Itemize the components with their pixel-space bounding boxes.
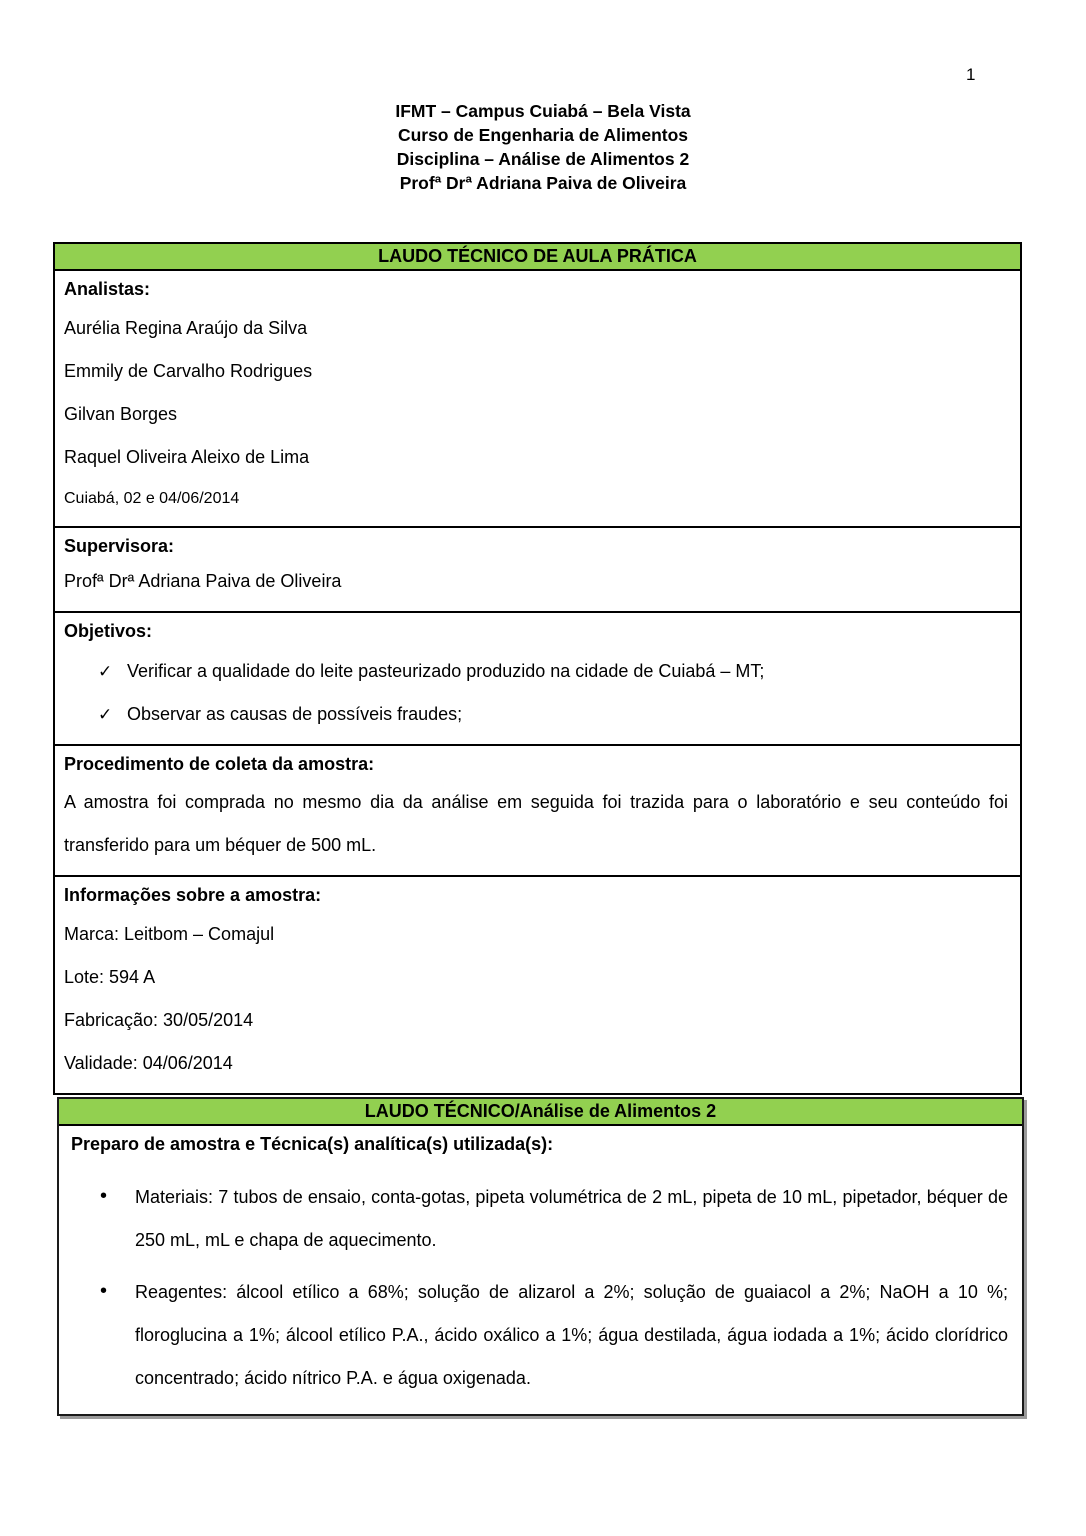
analyst-name: Raquel Oliveira Aleixo de Lima [64,447,310,467]
objectives-list [64,650,1008,736]
collection-body: A amostra foi comprada no mesmo dia da análise em seguida foi trazida para o laboratório e seu conteúdo foi transferido para um béquer de 500 mL. [64,792,1008,855]
section-supervisor [55,526,1020,611]
analyst-name: Gilvan Borges [64,404,178,424]
analysts-heading: Analistas: [64,279,151,299]
section-analysts [55,271,1020,526]
section-sample-info [55,875,1020,1093]
section-objectives [55,611,1020,744]
preparation-list [71,1176,1008,1400]
supervisor-heading: Supervisora: [64,536,175,556]
bullet-icon: • [100,1280,108,1302]
report-table-1 [53,242,1022,1095]
materials-text: Materiais: 7 tubos de ensaio, conta-gotas, pipeta volumétrica de 2 mL, pipeta de 10 mL, pipetador, béquer de 250 mL, mL e chapa de aquecimento. [135,1187,1008,1250]
sample-info-lot: Lote: 594 A [64,967,156,987]
objective-text: Observar as causas de possíveis fraudes; [127,704,463,724]
objectives-heading: Objetivos: [64,621,153,641]
materials-item [71,1176,1008,1262]
objective-item [64,650,1008,693]
section-preparation [59,1126,1022,1414]
report2-title-bar: LAUDO TÉCNICO/Análise de Alimentos 2 [59,1099,1022,1126]
collection-heading: Procedimento de coleta da amostra: [64,754,375,774]
letterhead-discipline: Disciplina – Análise de Alimentos 2 [396,149,690,169]
page-number: 1 [966,65,976,84]
preparation-heading: Preparo de amostra e Técnica(s) analítica(s) utilizada(s): [71,1134,554,1154]
analyst-name: Emmily de Carvalho Rodrigues [64,361,313,381]
section-collection-procedure [55,744,1020,875]
sample-info-heading: Informações sobre a amostra: [64,885,322,905]
check-icon: ✓ [98,705,113,724]
objective-item [64,693,1008,736]
place-date: Cuiabá, 02 e 04/06/2014 [64,490,240,507]
bullet-icon: • [100,1185,108,1207]
analysts-names [64,307,1008,479]
sample-info-expiry-date: Validade: 04/06/2014 [64,1053,233,1073]
reagents-item [71,1271,1008,1400]
analyst-name: Aurélia Regina Araújo da Silva [64,318,308,338]
sample-info-manufacture-date: Fabricação: 30/05/2014 [64,1010,254,1030]
reagents-text: Reagentes: álcool etílico a 68%; solução de alizarol a 2%; solução de guaiacol a 2%; NaOH a 10 %; floroglucina a 1%; álcool etílico P.A., ácido oxálico a 1%; água destilada, água iodada a 1%; ácido clorídrico concentrado; ácido nítrico P.A. e água oxigenada. [135,1282,1008,1388]
report1-title-bar: LAUDO TÉCNICO DE AULA PRÁTICA [55,244,1020,271]
report-table-2 [57,1097,1024,1416]
sample-info-lines [64,913,1008,1085]
supervisor-name: Profª Drª Adriana Paiva de Oliveira [64,571,342,591]
letterhead-professor: Profª Drª Adriana Paiva de Oliveira [399,173,687,193]
letterhead [0,0,1086,195]
check-icon: ✓ [98,662,113,681]
sample-info-brand: Marca: Leitbom – Comajul [64,924,275,944]
objective-text: Verificar a qualidade do leite pasteurizado produzido na cidade de Cuiabá – MT; [127,661,765,681]
letterhead-institution: IFMT – Campus Cuiabá – Bela Vista [395,101,691,121]
letterhead-course: Curso de Engenharia de Alimentos [397,125,689,145]
